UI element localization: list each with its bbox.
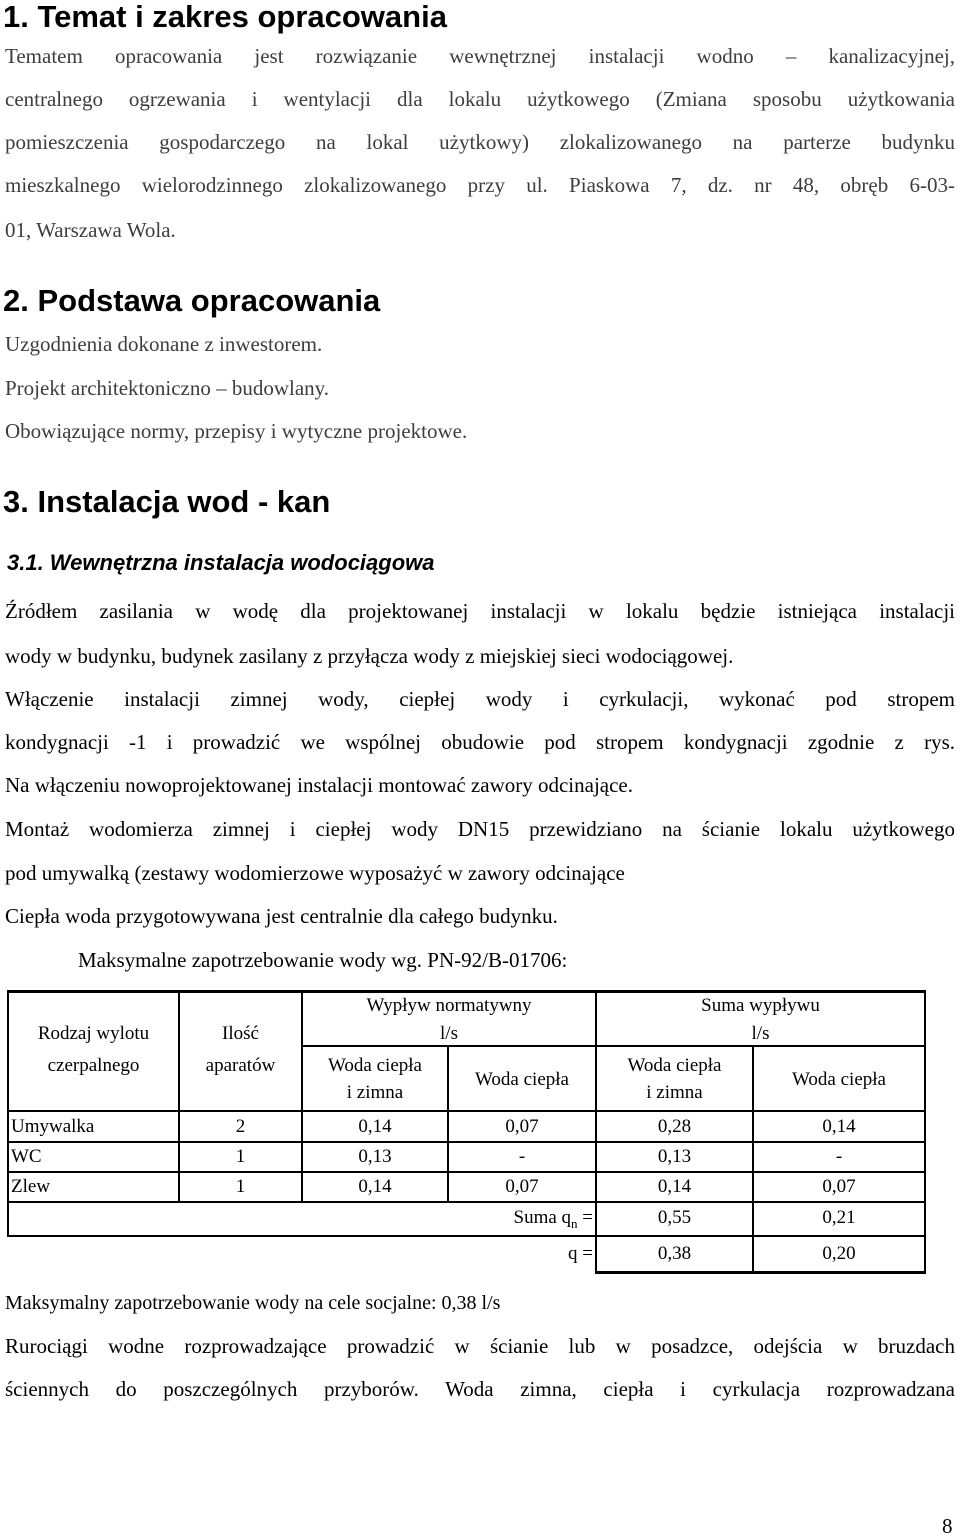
row-1-sum-hc: 0,28 <box>657 1116 692 1137</box>
section-3-line-8: Ciepła woda przygotowywana jest centralnie dla całego budynku. <box>5 904 558 928</box>
section-2-line-1: Uzgodnienia dokonane z inwestorem. <box>5 332 323 356</box>
header-count-1: Ilość <box>222 1023 259 1044</box>
section-3-heading: 3. Instalacja wod - kan <box>3 484 331 519</box>
row-3-sum-h: 0,07 <box>822 1176 856 1197</box>
section-3-line-6: Montaż wodomierza zimnej i ciepłej wody DN15 przewidziano na ścianie lokalu użytkowego <box>5 817 955 841</box>
row-1-flow-hc: 0,14 <box>358 1116 392 1137</box>
row-1-count: 2 <box>235 1116 246 1137</box>
row-1-sum-h: 0,14 <box>822 1116 856 1137</box>
q-label: q = <box>568 1243 593 1264</box>
sum-qn-label: Suma $q_n$ = <box>513 1207 593 1231</box>
row-3-flow-hc: 0,14 <box>358 1176 392 1197</box>
header-outlet-type-2: czerpalnego <box>47 1055 140 1076</box>
section-2-line-2: Projekt architektoniczno – budowlany. <box>5 376 330 400</box>
row-2-count: 1 <box>235 1146 246 1167</box>
section-2-heading: 2. Podstawa opracowania <box>3 283 381 318</box>
header-hot-cold-2-b: i zimna <box>646 1082 703 1103</box>
header-hot-1: Woda ciepła <box>475 1069 569 1090</box>
header-normative-flow-2: l/s <box>440 1023 458 1044</box>
section-1-line-5: 01, Warszawa Wola. <box>5 218 176 242</box>
header-normative-flow-1: Wypływ normatywny <box>366 995 532 1016</box>
q-v2: 0,20 <box>822 1243 856 1264</box>
section-1-line-4: mieszkalnego wielorodzinnego zlokalizowanego przy ul. Piaskowa 7, dz. nr 48, obręb 6-03- <box>5 173 955 197</box>
row-1-flow-h: 0,07 <box>505 1116 539 1137</box>
section-2-line-3: Obowiązujące normy, przepisy i wytyczne projektowe. <box>5 419 468 443</box>
page-number: 8 <box>942 1514 953 1538</box>
section-3-line-2: wody w budynku, budynek zasilany z przyłącza wody z miejskiej sieci wodociągowej. <box>5 644 734 668</box>
section-3-line-7: pod umywalką (zestawy wodomierzowe wyposażyć w zawory odcinające <box>5 861 625 885</box>
sum-qn-v1: 0,55 <box>657 1207 692 1228</box>
section-3-line-5: Na włączeniu nowoprojektowanej instalacji montować zawory odcinające. <box>5 773 634 797</box>
row-2-flow-hc: 0,13 <box>358 1146 392 1167</box>
row-1-name: Umywalka <box>11 1116 95 1137</box>
row-2-sum-hc: 0,13 <box>657 1146 692 1167</box>
section-3-line-1: Źródłem zasilania w wodę dla projektowanej instalacji w lokalu będzie istniejąca instalacji <box>5 599 955 623</box>
sum-qn-v2: 0,21 <box>822 1207 856 1228</box>
row-2-flow-h: - <box>518 1146 526 1167</box>
section-1-line-1: Tematem opracowania jest rozwiązanie wewnętrznej instalacji wodno – kanalizacyjnej, <box>5 44 955 68</box>
after-table-line-3: ściennych do poszczególnych przyborów. Woda zimna, ciepła i cyrkulacja rozprowadzana <box>5 1377 955 1401</box>
after-table-line-2: Rurociągi wodne rozprowadzające prowadzić w ścianie lub w posadzce, odejścia w bruzdach <box>5 1334 955 1358</box>
header-count-2: aparatów <box>205 1055 276 1076</box>
header-hot-cold-1-b: i zimna <box>346 1082 404 1103</box>
section-3-1-heading: 3.1. Wewnętrzna instalacja wodociągowa <box>7 550 435 575</box>
row-3-sum-hc: 0,14 <box>657 1176 692 1197</box>
header-flow-sum-2: l/s <box>751 1023 770 1044</box>
header-flow-sum-1: Suma wypływu <box>701 995 820 1016</box>
header-hot-cold-2-a: Woda ciepła <box>627 1055 722 1076</box>
header-outlet-type-1: Rodzaj wylotu <box>37 1023 150 1044</box>
row-2-name: WC <box>11 1146 42 1167</box>
row-3-name: Zlew <box>11 1176 51 1197</box>
section-1-line-2: centralnego ogrzewania i wentylacji dla lokalu użytkowego (Zmiana sposobu użytkowania <box>5 87 955 111</box>
section-1-line-3: pomieszczenia gospodarczego na lokal użytkowy) zlokalizowanego na parterze budynku <box>5 130 955 154</box>
header-hot-cold-1-a: Woda ciepła <box>328 1055 422 1076</box>
header-hot-2: Woda ciepła <box>792 1069 886 1090</box>
section-3-line-4: kondygnacji -1 i prowadzić we wspólnej obudowie pod stropem kondygnacji zgodnie z rys. <box>5 730 955 754</box>
max-demand-line: Maksymalny zapotrzebowanie wody na cele socjalne: 0,38 l/s <box>5 1292 501 1314</box>
section-1-heading: 1. Temat i zakres opracowania <box>3 0 447 34</box>
q-v1: 0,38 <box>657 1243 692 1264</box>
row-3-count: 1 <box>235 1176 246 1197</box>
row-2-sum-h: - <box>835 1146 843 1167</box>
section-3-line-3: Włączenie instalacji zimnej wody, ciepłej wody i cyrkulacji, wykonać pod stropem <box>5 687 955 711</box>
row-3-flow-h: 0,07 <box>505 1176 539 1197</box>
table-caption: Maksymalne zapotrzebowanie wody wg. PN-92/B-01706: <box>78 948 568 972</box>
